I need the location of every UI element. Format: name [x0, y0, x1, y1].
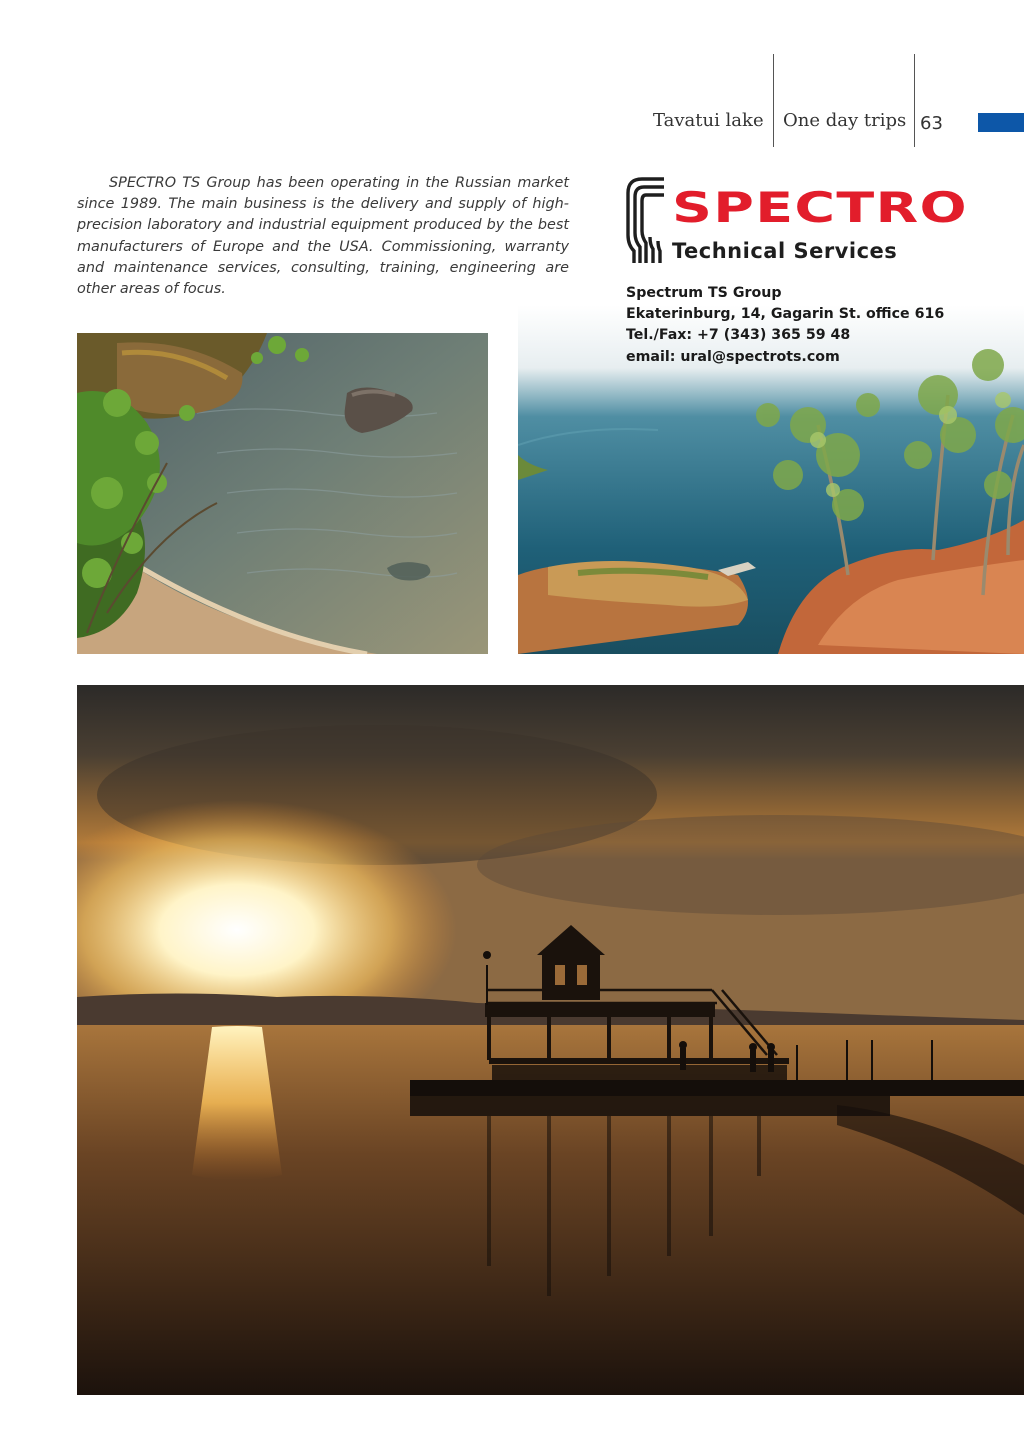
logo-wordmark: SPECTRO — [672, 183, 969, 232]
header-accent-bar — [978, 113, 1024, 132]
chapter-title: One day trips — [783, 110, 907, 131]
sunset-pier-photo — [77, 685, 1024, 1395]
page-number: 63 — [920, 113, 943, 134]
intro-paragraph: SPECTRO TS Group has been operating in the Russian market since 1989. The main business is the delivery and supply of high-precision laboratory and industrial equipment produced by the best manufacturers of Europe and the USA. Commissioning, warranty and maintenance services, consulting, training, engineering are other areas of focus. — [77, 175, 569, 298]
spectro-emblem-icon — [624, 175, 668, 267]
company-name: Spectrum TS Group — [626, 285, 782, 301]
logo-tagline: Technical Services — [672, 239, 898, 263]
contact-block — [626, 283, 944, 368]
company-phone: Tel./Fax: +7 (343) 365 59 48 — [626, 327, 851, 344]
company-address: Ekaterinburg, 14, Gagarin St. office 616 — [626, 306, 945, 323]
lake-shore-photo — [77, 333, 488, 654]
section-title: Tavatui lake — [653, 110, 764, 131]
spectro-logo — [624, 175, 969, 267]
header-divider — [773, 54, 774, 147]
header-divider — [914, 54, 915, 147]
company-email[interactable]: email: ural@spectrots.com — [626, 348, 840, 365]
